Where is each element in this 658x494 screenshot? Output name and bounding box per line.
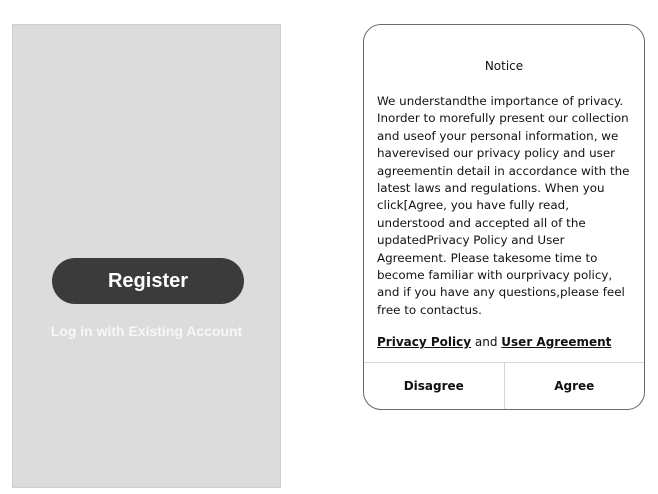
dialog-footer (364, 362, 644, 409)
login-existing-account-link[interactable]: Log in with Existing Account (50, 323, 243, 339)
dialog-title: Notice (484, 59, 524, 73)
user-agreement-link[interactable]: User Agreement (501, 335, 612, 349)
welcome-screen (12, 24, 281, 488)
dialog-body-text: We understandthe importance of privacy. Inorder to morefully present our collection and useof your personal information, we haverevised our privacy policy and user agreementin detail in accordance with the latest laws and regulations. When you click[Agree, you have fully read, understood and accepted all of the updatedPrivacy Policy and User Agreement. Please takesome time to become familiar with ourprivacy policy, and if you have any questions,please feel free to contactus. (377, 94, 630, 317)
notice-dialog (363, 24, 645, 410)
register-button[interactable]: Register (52, 258, 244, 304)
agree-button[interactable]: Agree (554, 379, 595, 393)
privacy-policy-link[interactable]: Privacy Policy (377, 335, 472, 349)
policy-links (377, 335, 611, 349)
and-text: and (474, 335, 498, 349)
disagree-button[interactable]: Disagree (403, 379, 464, 393)
